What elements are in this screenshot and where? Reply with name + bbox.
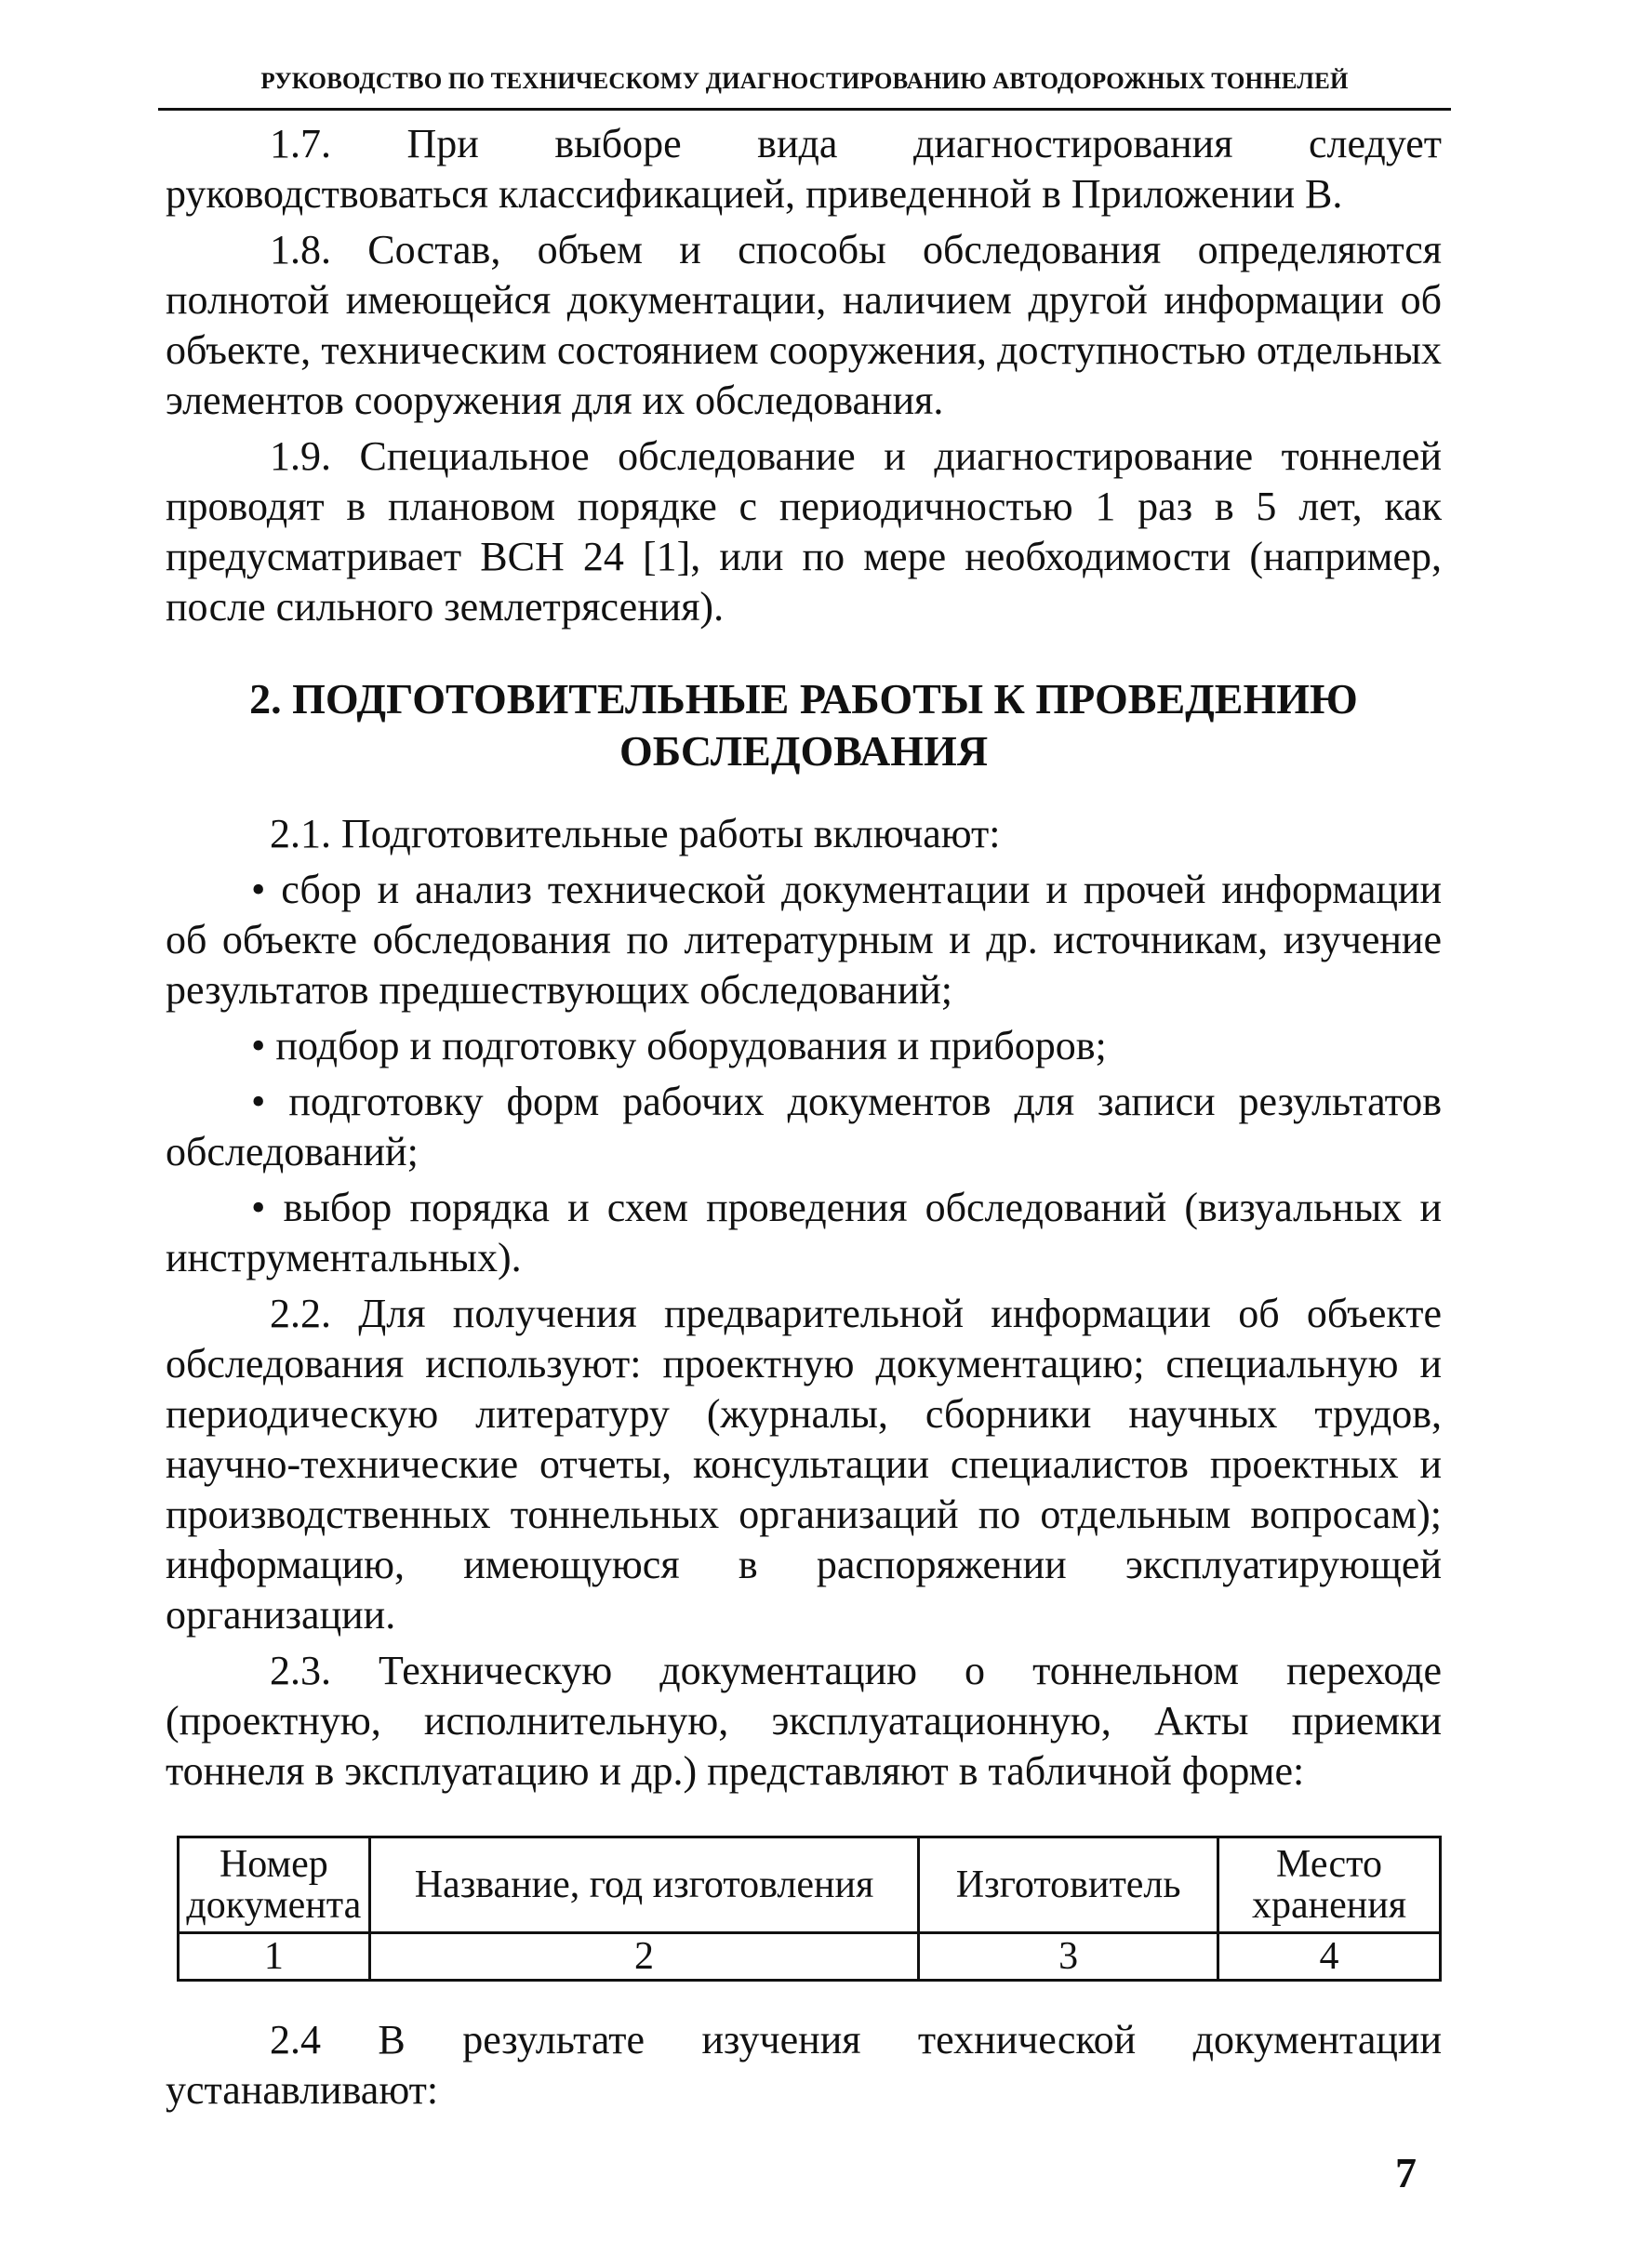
table-header-cell: Место хранения	[1218, 1837, 1441, 1933]
bullet-item: • сбор и анализ технической документации и прочей информации об объекте обследования по литературным и др. источникам, изучение результатов предшествующих обследований;	[166, 867, 1442, 1013]
paragraph-2-1: 2.1. Подготовительные работы включают:	[270, 811, 1001, 856]
table-header-row	[179, 1837, 1441, 1933]
paragraph-2-2: 2.2. Для получения предварительной информации об объекте обследования используют: проектную документацию; специальную и периодическую литературу (журналы, сборники научных трудов, научно-технические отчеты, консультации специалистов проектных и производственных тоннельных организаций по отдельным вопросам); информацию, имеющуюся в распоряжении эксплуатирующей организации.	[166, 1291, 1442, 1638]
page-body	[166, 119, 1442, 2121]
bullet-item: • подготовку форм рабочих документов для записи результатов обследований;	[166, 1079, 1442, 1174]
table-cell: 4	[1218, 1933, 1441, 1981]
table-header-cell: Изготовитель	[919, 1837, 1218, 1933]
documentation-table	[177, 1836, 1442, 1982]
table-cell: 3	[919, 1933, 1218, 1981]
bullet-item: • выбор порядка и схем проведения обследований (визуальных и инструментальных).	[166, 1185, 1442, 1280]
paragraph-2-4: 2.4 В результате изучения технической документации устанавливают:	[166, 2017, 1442, 2113]
paragraph-1-8: 1.8. Состав, объем и способы обследования определяются полнотой имеющейся документации, наличием другой информации об объекте, техническим состоянием сооружения, доступностью отдельных элементов сооружения для их обследования.	[166, 227, 1442, 423]
bullet-item: • подбор и подготовку оборудования и приборов;	[251, 1023, 1107, 1068]
section-2-heading-line-1: 2. ПОДГОТОВИТЕЛЬНЫЕ РАБОТЫ К ПРОВЕДЕНИЮ	[249, 675, 1358, 723]
section-2-heading-line-2: ОБСЛЕДОВАНИЯ	[619, 727, 989, 775]
table-header-cell: Номер документа	[179, 1837, 370, 1933]
section-2-heading	[166, 673, 1442, 777]
paragraph-2-3: 2.3. Техническую документацию о тоннельном переходе (проектную, исполнительную, эксплуатационную, Акты приемки тоннеля в эксплуатацию и др.) представляют в табличной форме:	[166, 1648, 1442, 1794]
table-row	[179, 1933, 1441, 1981]
table-cell: 1	[179, 1933, 370, 1981]
paragraph-1-7: 1.7. При выборе вида диагностирования следует руководствоваться классификацией, приведенной в Приложении В.	[166, 121, 1442, 217]
page-number: 7	[1395, 2149, 1417, 2196]
header-rule	[158, 108, 1451, 111]
table-cell: 2	[369, 1933, 919, 1981]
paragraph-1-9: 1.9. Специальное обследование и диагностирование тоннелей проводят в плановом порядке с периодичностью 1 раз в 5 лет, как предусматривает ВСН 24 [1], или по мере необходимости (например, после сильного землетрясения).	[166, 433, 1442, 630]
running-header: РУКОВОДСТВО ПО ТЕХНИЧЕСКОМУ ДИАГНОСТИРОВАНИЮ АВТОДОРОЖНЫХ ТОННЕЛЕЙ	[260, 69, 1349, 94]
table-header-cell: Название, год изготовления	[369, 1837, 919, 1933]
